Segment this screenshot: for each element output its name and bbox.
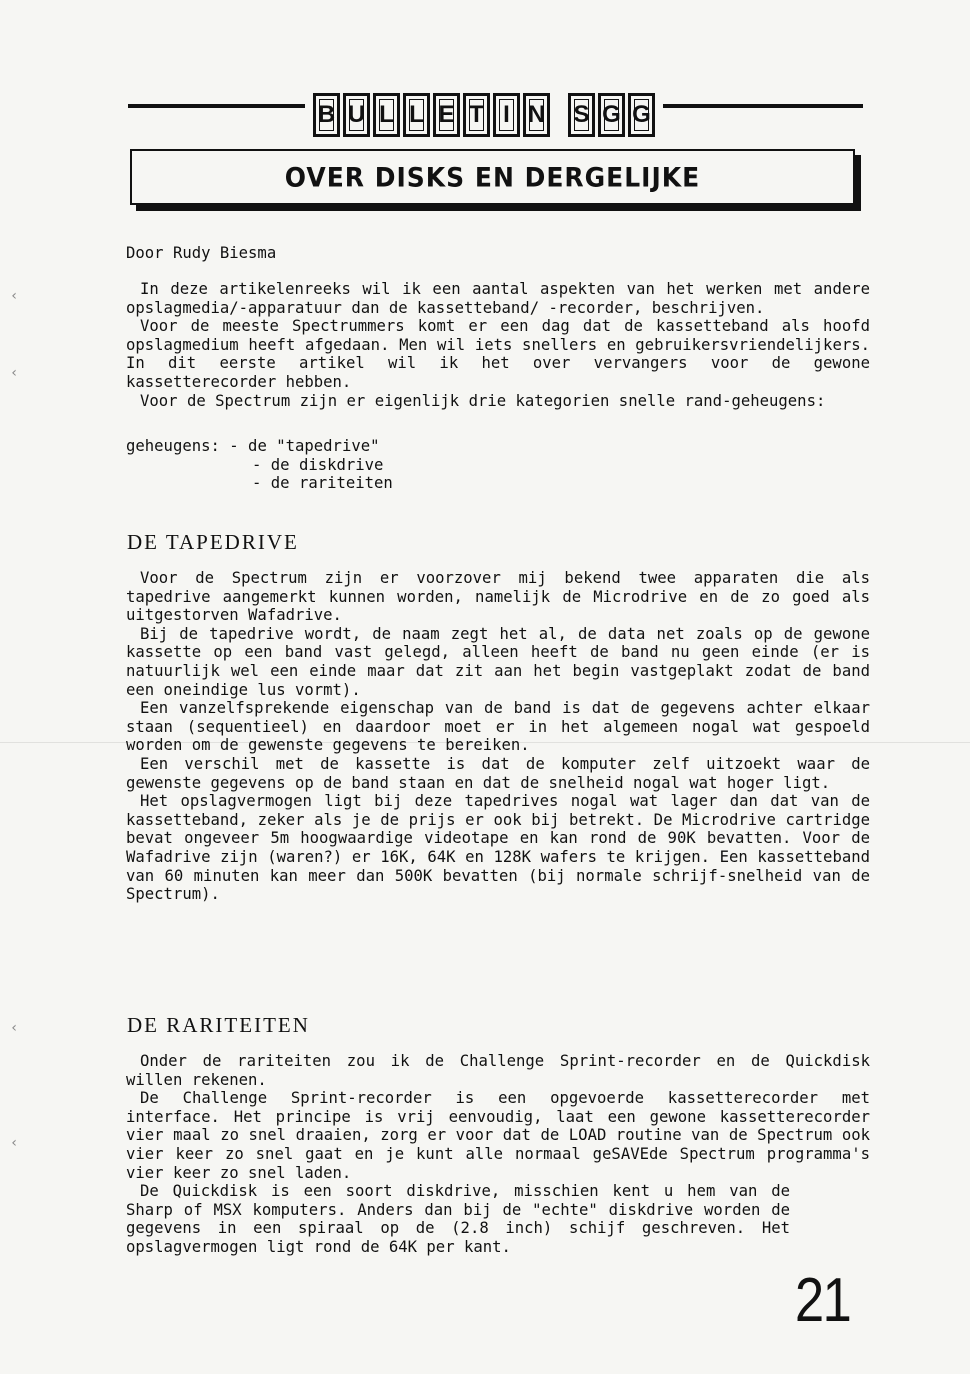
intro-paragraph-3: Voor de Spectrum zijn er eigenlijk drie kategorien snelle rand-geheugens: xyxy=(140,391,826,410)
category-list xyxy=(126,437,526,493)
banner-letter: T xyxy=(463,93,490,137)
category-item-rariteiten: - de rariteiten xyxy=(252,474,393,493)
margin-mark: ‹ xyxy=(10,1020,19,1036)
author-line: Door Rudy Biesma xyxy=(126,244,277,262)
banner-letter: L xyxy=(403,93,430,137)
margin-mark: ‹ xyxy=(10,1135,19,1151)
heading-tapedrive: DE TAPEDRIVE xyxy=(127,530,299,554)
banner-letter: S xyxy=(568,93,595,137)
bulletin-banner xyxy=(305,89,663,141)
tapedrive-section xyxy=(126,569,870,904)
intro-paragraph-1: In deze artikelenreeks wil ik een aantal aspekten van het werken met andere opslagmedia/-apparatuur dan de kassetteband/ -recorder, beschrijven. xyxy=(126,280,870,317)
article-title: OVER DISKS EN DERGELIJKE xyxy=(284,161,701,193)
category-item-tapedrive: - de "tapedrive" xyxy=(229,437,380,455)
rariteiten-paragraph-3: De Quickdisk is een soort diskdrive, misschien kent u hem van de Sharp of MSX komputers. Anders dan bij de "echte" diskdrive worden de gegevens in een spiraal op de (2.8 inch) schijf geschreven. Het opslagvermogen ligt rond de 64K per kant. xyxy=(126,1182,790,1256)
category-prefix: geheugens: xyxy=(126,437,230,455)
banner-letter: U xyxy=(343,93,370,137)
tapedrive-paragraph-2: Bij de tapedrive wordt, de naam zegt het al, de data net zoals op de gewone kassette op een band vast gelegd, alleen heeft de band nu geen einde (er is natuurlijk wel een einde maar dat zit aan het begin vastgeplakt zodat de band een oneindige lus vormt). xyxy=(126,624,870,699)
banner-letter: G xyxy=(598,93,625,137)
intro-block xyxy=(126,280,870,410)
intro-paragraph-2: Voor de meeste Spectrummers komt er een dag dat de kassetteband als hoofd opslagmedium heeft afgedaan. Men wil iets snellers en gebruikersvriendelijkers. In dit eerste artikel wil ik het over vervangers voor de gewone kassetterecorder hebben. xyxy=(126,317,870,391)
rariteiten-paragraph-1: Onder de rariteiten zou ik de Challenge Sprint-recorder en de Quickdisk willen rekenen. xyxy=(126,1052,870,1089)
banner-letter: L xyxy=(373,93,400,137)
banner-letter: I xyxy=(493,93,520,137)
rariteiten-paragraph-2: De Challenge Sprint-recorder is een opgevoerde kassetterecorder met interface. Het principe is vrij eenvoudig, laat een gewone kassetterecorder vier maal zo snel draaien, zorg er voor dat de LOAD routine van de Spectrum ook vier keer zo snel gaat en je kunt alle normaal geSAVEde Spectrum programma's vier keer zo snel laden. xyxy=(126,1089,870,1182)
tapedrive-paragraph-3: Een vanzelfsprekende eigenschap van de band is dat de gegevens achter elkaar staan (sequentieel) en daardoor moet er in het algemeen nogal wat gespoeld worden om de gewenste gegevens te bereiken. xyxy=(126,699,870,755)
banner-letter: G xyxy=(628,93,655,137)
title-box xyxy=(130,149,855,205)
tapedrive-paragraph-5: Het opslagvermogen ligt bij deze tapedrives nogal wat lager dan dat van de kassetteband, zeker als je de prijs er ook bij betrekt. De Microdrive cartridge bevat ongeveer 5m hoogwaardige videotape en kan rond de 90K bevatten. Voor de Wafadrive zijn (waren?) er 16K, 64K en 128K wafers te krijgen. Een kassetteband van 60 minuten kan meer dan 500K bevatten (bij normale schrijf-snelheid van de Spectrum). xyxy=(126,792,870,904)
banner-letter: B xyxy=(313,93,340,137)
margin-mark: ‹ xyxy=(10,365,19,381)
banner-letter: E xyxy=(433,93,460,137)
rariteiten-section xyxy=(126,1052,870,1257)
margin-mark: ‹ xyxy=(10,288,19,304)
tapedrive-paragraph-4: Een verschil met de kassette is dat de komputer zelf uitzoekt waar de gewenste gegevens op de band staan en dat de snelheid nogal wat hoger ligt. xyxy=(126,754,870,792)
banner-letter: N xyxy=(523,93,550,137)
tapedrive-paragraph-1: Voor de Spectrum zijn er voorzover mij bekend twee apparaten die als tapedrive aangemerkt kunnen worden, namelijk de Microdrive en de zo goed als uitgestorven Wafadrive. xyxy=(126,569,870,625)
category-item-diskdrive: - de diskdrive xyxy=(252,455,384,474)
page-number: 21 xyxy=(794,1266,851,1335)
heading-rariteiten: DE RARITEITEN xyxy=(127,1013,310,1037)
